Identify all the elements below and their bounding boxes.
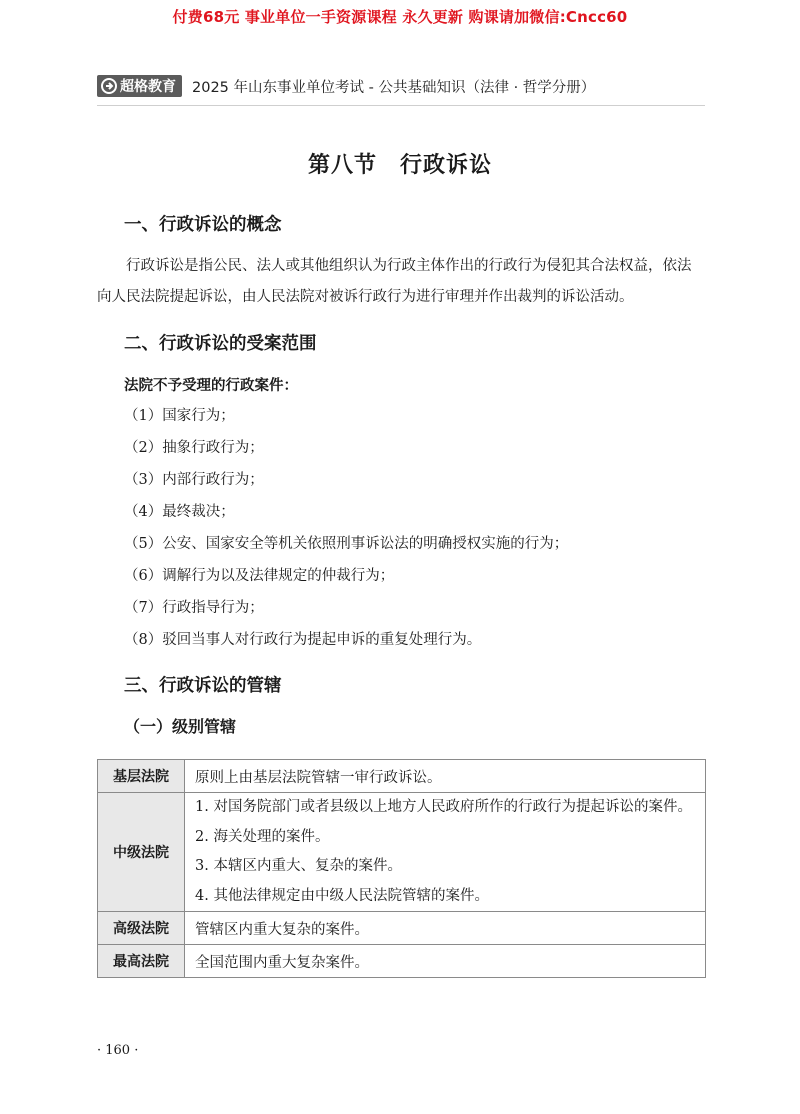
concept-paragraph: 行政诉讼是指公民、法人或其他组织认为行政主体作出的行政行为侵犯其合法权益，依法向人民法院提起诉讼，由人民法院对被诉行政行为进行审理并作出裁判的诉讼活动。	[97, 258, 692, 305]
table-row	[98, 760, 706, 793]
brand-logo-icon	[101, 78, 117, 94]
list-item: （7）行政指导行为；	[124, 600, 264, 616]
list-item: （3）内部行政行为；	[124, 472, 264, 488]
table-line: 3. 本辖区内重大、复杂的案件。	[195, 858, 402, 874]
list-item: （2）抽象行政行为；	[124, 440, 264, 456]
list-item: （8）驳回当事人对行政行为提起申诉的重复处理行为。	[124, 632, 482, 648]
table-content-cell: 管辖区内重大复杂的案件。	[185, 912, 706, 945]
header-title: 2025 年山东事业单位考试 - 公共基础知识（法律 · 哲学分册）	[192, 79, 596, 96]
brand-logo	[97, 75, 182, 97]
table-label-cell: 最高法院	[98, 945, 185, 978]
table-row	[98, 945, 706, 978]
table-label-cell: 高级法院	[98, 912, 185, 945]
list-item: （4）最终裁决；	[124, 504, 235, 520]
header-divider	[97, 105, 705, 106]
brand-logo-text: 超格教育	[120, 79, 176, 95]
table-label-cell: 中级法院	[98, 793, 185, 912]
table-content-cell: 全国范围内重大复杂案件。	[185, 945, 706, 978]
table-line: 2. 海关处理的案件。	[195, 828, 330, 845]
page-number: · 160 ·	[97, 1043, 139, 1058]
table-row	[98, 912, 706, 945]
jurisdiction-table	[97, 759, 706, 978]
list-item: （5）公安、国家安全等机关依照刑事诉讼法的明确授权实施的行为；	[124, 536, 569, 552]
watermark-text: 付费68元 事业单位一手资源课程 永久更新 购课请加微信:Cncc60	[172, 8, 628, 26]
subheading-level-jurisdiction: （一）级别管辖	[124, 717, 237, 736]
table-content-cell: 原则上由基层法院管辖一审行政诉讼。	[185, 760, 706, 793]
table-line: 4. 其他法律规定由中级人民法院管辖的案件。	[195, 887, 489, 904]
table-row	[98, 793, 706, 912]
heading-concept: 一、行政诉讼的概念	[124, 215, 282, 235]
table-line: 1. 对国务院部门或者县级以上地方人民政府所作的行政行为提起诉讼的案件。	[195, 799, 692, 815]
heading-jurisdiction: 三、行政诉讼的管辖	[124, 676, 282, 696]
list-item: （1）国家行为；	[124, 408, 235, 424]
table-content-cell	[185, 793, 706, 912]
table-label-cell: 基层法院	[98, 760, 185, 793]
section-title: 第八节 行政诉讼	[307, 153, 492, 178]
page-header	[97, 74, 595, 98]
scope-subheading: 法院不予受理的行政案件：	[124, 378, 298, 394]
heading-scope: 二、行政诉讼的受案范围	[124, 334, 317, 354]
list-item: （6）调解行为以及法律规定的仲裁行为；	[124, 568, 395, 584]
